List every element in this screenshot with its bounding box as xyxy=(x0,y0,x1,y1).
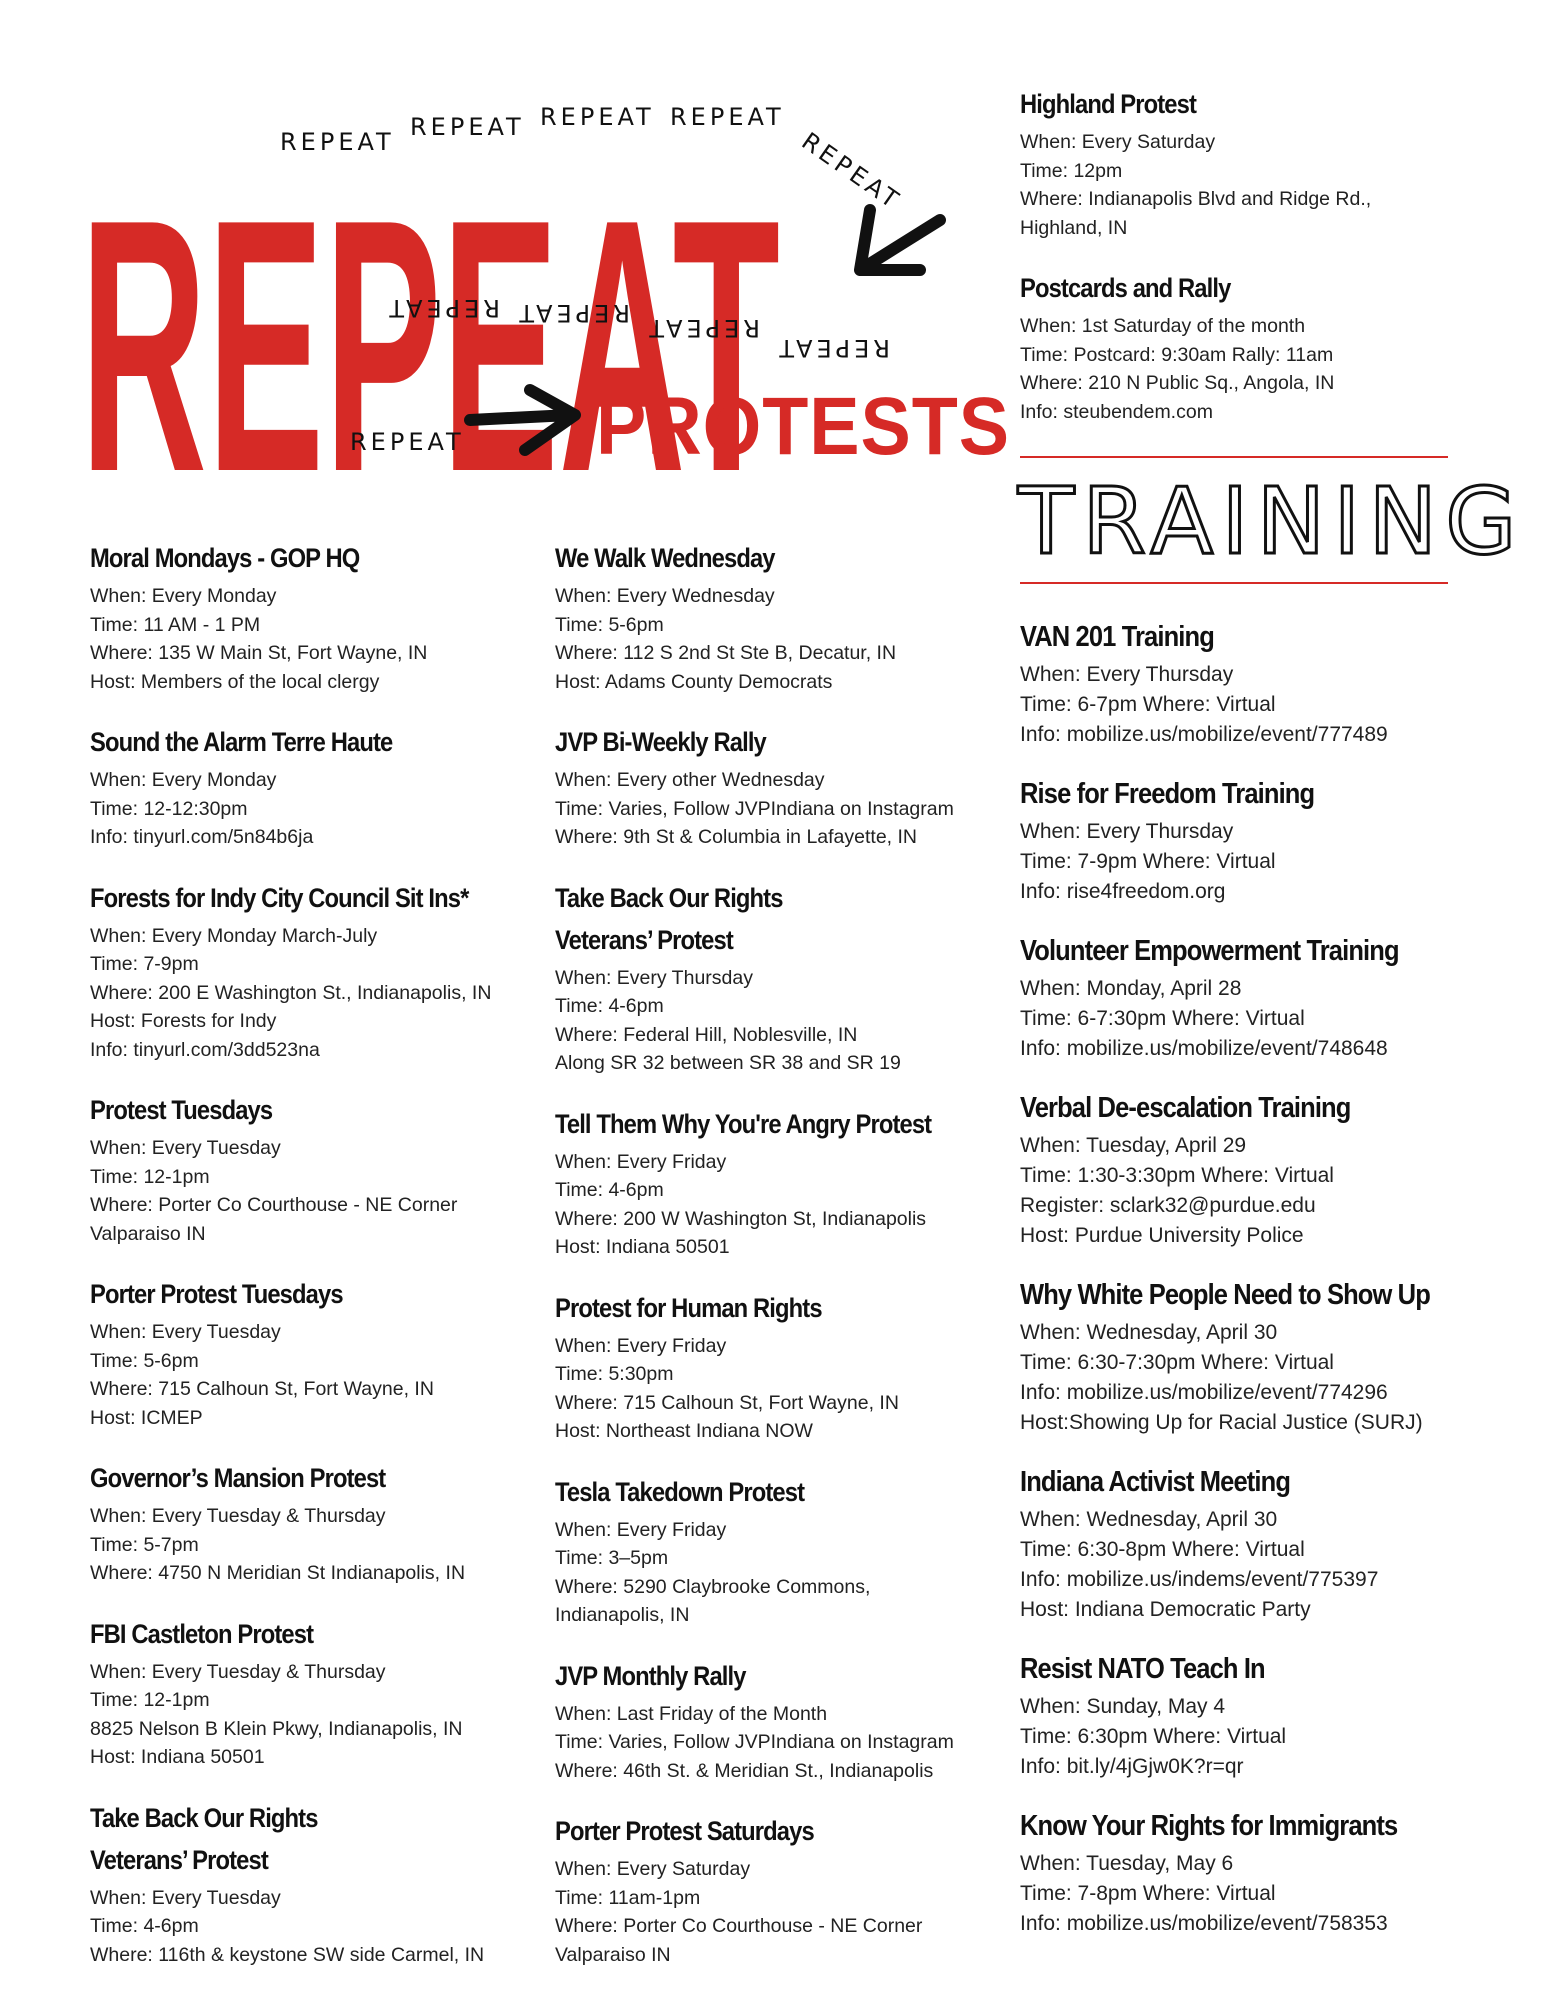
event-time: Time: 12-12:30pm xyxy=(90,797,248,820)
event-title: Highland Protest xyxy=(1020,89,1197,119)
event-time: Time: 6:30-7:30pm Where: Virtual xyxy=(1020,1351,1334,1374)
event-where: Where: 200 W Washington St, Indianapolis xyxy=(555,1207,927,1230)
event-title: Governor’s Mansion Protest xyxy=(90,1463,386,1493)
event-when: When: Every Tuesday & Thursday xyxy=(90,1505,386,1527)
event-where: Where: Porter Co Courthouse - NE Corner xyxy=(90,1194,458,1216)
event-title: Protest for Human Rights xyxy=(555,1292,822,1323)
event-where: Where: 112 S 2nd St Ste B, Decatur, IN xyxy=(555,642,897,664)
training-events xyxy=(1020,618,1480,1964)
left-column-events xyxy=(90,540,530,1997)
event-info: Info: steubendem.com xyxy=(1020,400,1213,423)
event-title: We Walk Wednesday xyxy=(555,543,775,573)
event-time: Time: 5-6pm xyxy=(555,613,664,636)
training-rule-top xyxy=(1020,456,1448,458)
event-time: Time: 6:30-8pm Where: Virtual xyxy=(1020,1538,1305,1561)
event-title-line2: Veterans’ Protest xyxy=(90,1844,268,1875)
event-title: Porter Protest Tuesdays xyxy=(90,1279,343,1309)
repeat-ring-right: REPEAT xyxy=(796,126,907,216)
event-time: Time: Postcard: 9:30am Rally: 11am xyxy=(1020,343,1334,366)
event-postcards-and-rally xyxy=(1020,270,1460,426)
arrow-down-left-icon xyxy=(860,210,940,270)
event-forests-for-indy xyxy=(90,880,530,1065)
event-info: Info: mobilize.us/mobilize/event/774296 xyxy=(1020,1381,1388,1404)
event-when: When: Every Friday xyxy=(555,1334,727,1357)
event-when: When: Tuesday, May 6 xyxy=(1020,1852,1234,1875)
event-when: When: Sunday, May 4 xyxy=(1020,1695,1226,1718)
event-title: Forests for Indy City Council Sit Ins* xyxy=(90,882,469,913)
event-time: Time: 11am-1pm xyxy=(555,1886,701,1909)
event-title: JVP Monthly Rally xyxy=(555,1660,746,1691)
event-time: Time: 7-9pm Where: Virtual xyxy=(1020,850,1276,873)
event-time: Time: Varies, Follow JVPIndiana on Instagram xyxy=(555,797,954,820)
event-where: Where: 5290 Claybrooke Commons, xyxy=(555,1575,871,1598)
event-when: When: Every Thursday xyxy=(1020,820,1234,843)
event-where: Where: Indianapolis Blvd and Ridge Rd., xyxy=(1020,188,1372,210)
event-host: Host: Adams County Democrats xyxy=(555,670,833,693)
event-time: Time: 7-9pm xyxy=(90,953,199,975)
event-when: When: Every Thursday xyxy=(1020,663,1234,686)
event-when: When: Every Saturday xyxy=(555,1858,751,1880)
event-where: Where: 9th St & Columbia in Lafayette, IN xyxy=(555,826,918,848)
event-time: Time: 4-6pm xyxy=(90,1915,199,1937)
event-host: Host: Indiana 50501 xyxy=(90,1746,265,1768)
event-where-cont: Indianapolis, IN xyxy=(555,1604,690,1626)
event-title: Verbal De-escalation Training xyxy=(1020,1092,1351,1124)
event-where: Where: 715 Calhoun St, Fort Wayne, IN xyxy=(555,1391,899,1414)
event-where: Where: 715 Calhoun St, Fort Wayne, IN xyxy=(90,1378,434,1400)
event-where-cont: Valparaiso IN xyxy=(555,1943,671,1966)
repeat-ring-bottom: REPEAT xyxy=(350,428,465,456)
event-when: When: Every Wednesday xyxy=(555,585,775,607)
event-host: Host: ICMEP xyxy=(90,1406,203,1429)
training-resist-nato xyxy=(1020,1650,1480,1782)
event-when: When: Every Saturday xyxy=(1020,131,1216,153)
event-sound-the-alarm xyxy=(90,724,530,852)
event-time: Time: 6-7pm Where: Virtual xyxy=(1020,693,1276,716)
event-jvp-monthly xyxy=(555,1658,1005,1786)
event-when: When: Every Monday xyxy=(90,769,277,791)
training-rule-bottom xyxy=(1020,582,1448,584)
event-time: Time: 5-7pm xyxy=(90,1533,199,1556)
event-when: When: Tuesday, April 29 xyxy=(1020,1134,1247,1157)
event-host: Host: Purdue University Police xyxy=(1020,1224,1304,1247)
event-where-cont: Along SR 32 between SR 38 and SR 19 xyxy=(555,1052,901,1074)
event-title: JVP Bi-Weekly Rally xyxy=(555,727,766,757)
logo-protests-word: PROTESTS xyxy=(596,381,1010,472)
event-when: When: Every Tuesday & Thursday xyxy=(90,1660,386,1683)
event-title: Sound the Alarm Terre Haute xyxy=(90,727,393,757)
event-when: When: Every Monday March-July xyxy=(90,924,378,947)
event-tesla-takedown xyxy=(555,1474,1005,1630)
event-when: When: Every Friday xyxy=(555,1518,727,1541)
event-host: Host: Forests for Indy xyxy=(90,1010,277,1032)
event-moral-mondays xyxy=(90,540,530,696)
event-when: When: Every Tuesday xyxy=(90,1137,281,1159)
event-where: Where: Federal Hill, Noblesville, IN xyxy=(555,1023,858,1046)
event-title-line2: Veterans’ Protest xyxy=(555,924,733,955)
event-tell-them-why xyxy=(555,1106,1005,1262)
event-title: VAN 201 Training xyxy=(1020,621,1214,653)
event-when: When: 1st Saturday of the month xyxy=(1020,315,1306,337)
event-title: FBI Castleton Protest xyxy=(90,1618,314,1649)
training-heading: TRAINING xyxy=(1018,468,1525,575)
event-time: Time: 12-1pm xyxy=(90,1165,210,1188)
event-when: When: Every Thursday xyxy=(555,966,753,989)
repeat-ring-top: REPEAT REPEAT REPEAT REPEAT xyxy=(280,103,785,156)
training-rise-for-freedom xyxy=(1020,775,1480,907)
right-top-events xyxy=(1020,86,1460,454)
event-title: Postcards and Rally xyxy=(1020,273,1231,303)
event-when: When: Monday, April 28 xyxy=(1020,977,1242,1000)
event-title: Tesla Takedown Protest xyxy=(555,1476,805,1507)
event-time: Time: Varies, Follow JVPIndiana on Instagram xyxy=(555,1731,954,1753)
event-highland-protest xyxy=(1020,86,1460,242)
event-title: Protest Tuesdays xyxy=(90,1095,273,1125)
event-where: Where: 210 N Public Sq., Angola, IN xyxy=(1020,372,1335,394)
event-when: When: Every Tuesday xyxy=(90,1886,281,1909)
event-where: Where: 46th St. & Meridian St., Indianapolis xyxy=(555,1759,934,1782)
event-info: Info: bit.ly/4jGjw0K?r=qr xyxy=(1020,1755,1244,1778)
event-when: When: Every other Wednesday xyxy=(555,769,825,791)
event-fbi-castleton xyxy=(90,1616,530,1772)
event-host: Host: Indiana 50501 xyxy=(555,1236,730,1258)
event-when: When: Wednesday, April 30 xyxy=(1020,1508,1278,1531)
event-info: Info: rise4freedom.org xyxy=(1020,880,1226,903)
event-where: Where: 200 E Washington St., Indianapolis, IN xyxy=(90,981,492,1004)
event-title: Porter Protest Saturdays xyxy=(555,1816,814,1846)
event-time: Time: 12pm xyxy=(1020,159,1123,182)
event-where: Where: Porter Co Courthouse - NE Corner xyxy=(555,1915,923,1937)
event-title: Why White People Need to Show Up xyxy=(1020,1279,1430,1311)
event-where: 8825 Nelson B Klein Pkwy, Indianapolis, IN xyxy=(90,1717,463,1740)
event-when: When: Last Friday of the Month xyxy=(555,1702,828,1725)
logo-big-word: REPEAT xyxy=(80,145,780,500)
event-where: Where: 116th & keystone SW side Carmel, IN xyxy=(90,1943,485,1966)
event-info: Info: mobilize.us/mobilize/event/777489 xyxy=(1020,723,1388,746)
event-title: Moral Mondays - GOP HQ xyxy=(90,543,360,573)
event-host: Host:Showing Up for Racial Justice (SURJ) xyxy=(1020,1411,1423,1434)
event-time: Time: 6:30pm Where: Virtual xyxy=(1020,1725,1287,1748)
event-time: Time: 12-1pm xyxy=(90,1689,210,1711)
event-time: Time: 6-7:30pm Where: Virtual xyxy=(1020,1007,1305,1030)
event-when: When: Every Monday xyxy=(90,585,277,607)
event-info: Info: mobilize.us/mobilize/event/758353 xyxy=(1020,1912,1388,1935)
event-time: Time: 5-6pm xyxy=(90,1349,199,1372)
event-title: Take Back Our Rights xyxy=(90,1802,318,1833)
event-where: Where: 4750 N Meridian St Indianapolis, IN xyxy=(90,1562,466,1584)
event-title: Tell Them Why You're Angry Protest xyxy=(555,1108,932,1139)
event-time: Time: 4-6pm xyxy=(555,995,664,1017)
event-jvp-biweekly xyxy=(555,724,1005,852)
training-why-white-people xyxy=(1020,1276,1480,1438)
event-when: When: Wednesday, April 30 xyxy=(1020,1321,1278,1344)
event-title: Resist NATO Teach In xyxy=(1020,1653,1265,1685)
event-porter-protest-saturdays xyxy=(555,1813,1005,1969)
training-verbal-deescalation xyxy=(1020,1089,1480,1251)
event-title: Volunteer Empowerment Training xyxy=(1020,935,1399,967)
event-register: Register: sclark32@purdue.edu xyxy=(1020,1194,1316,1217)
event-host: Host: Indiana Democratic Party xyxy=(1020,1598,1311,1621)
event-info: Info: tinyurl.com/5n84b6ja xyxy=(90,826,314,848)
event-info: Info: mobilize.us/mobilize/event/748648 xyxy=(1020,1037,1388,1060)
event-porter-protest-tuesdays xyxy=(90,1276,530,1432)
training-know-your-rights xyxy=(1020,1807,1480,1939)
event-title: Rise for Freedom Training xyxy=(1020,778,1315,810)
event-protest-tuesdays xyxy=(90,1092,530,1248)
event-veterans-protest-noblesville xyxy=(555,880,1005,1078)
event-title: Indiana Activist Meeting xyxy=(1020,1466,1291,1498)
event-where: Where: 135 W Main St, Fort Wayne, IN xyxy=(90,642,428,664)
event-when: When: Every Tuesday xyxy=(90,1321,281,1343)
event-when: When: Every Friday xyxy=(555,1150,727,1173)
event-time: Time: 5:30pm xyxy=(555,1363,674,1385)
event-veterans-protest-carmel xyxy=(90,1800,530,1970)
training-indiana-activist-meeting xyxy=(1020,1463,1480,1625)
event-title: Know Your Rights for Immigrants xyxy=(1020,1810,1398,1842)
repeat-ring-inverted: REPEAT REPEAT REPEAT REPEAT xyxy=(385,294,890,362)
training-van-201 xyxy=(1020,618,1480,750)
event-info: Info: tinyurl.com/3dd523na xyxy=(90,1038,320,1061)
event-time: Time: 7-8pm Where: Virtual xyxy=(1020,1882,1276,1905)
event-info: Info: mobilize.us/indems/event/775397 xyxy=(1020,1568,1379,1591)
middle-column-events xyxy=(555,540,1005,1997)
training-volunteer-empowerment xyxy=(1020,932,1480,1064)
event-where-cont: Highland, IN xyxy=(1020,216,1128,239)
event-protest-for-human-rights xyxy=(555,1290,1005,1446)
event-time: Time: 4-6pm xyxy=(555,1179,664,1201)
event-where-cont: Valparaiso IN xyxy=(90,1222,206,1245)
event-host: Host: Northeast Indiana NOW xyxy=(555,1420,813,1442)
event-host: Host: Members of the local clergy xyxy=(90,670,380,693)
event-we-walk-wednesday xyxy=(555,540,1005,696)
event-governors-mansion xyxy=(90,1460,530,1588)
event-time: Time: 11 AM - 1 PM xyxy=(90,613,261,636)
event-time: Time: 1:30-3:30pm Where: Virtual xyxy=(1020,1164,1334,1187)
event-time: Time: 3–5pm xyxy=(555,1547,669,1569)
event-title: Take Back Our Rights xyxy=(555,882,783,913)
